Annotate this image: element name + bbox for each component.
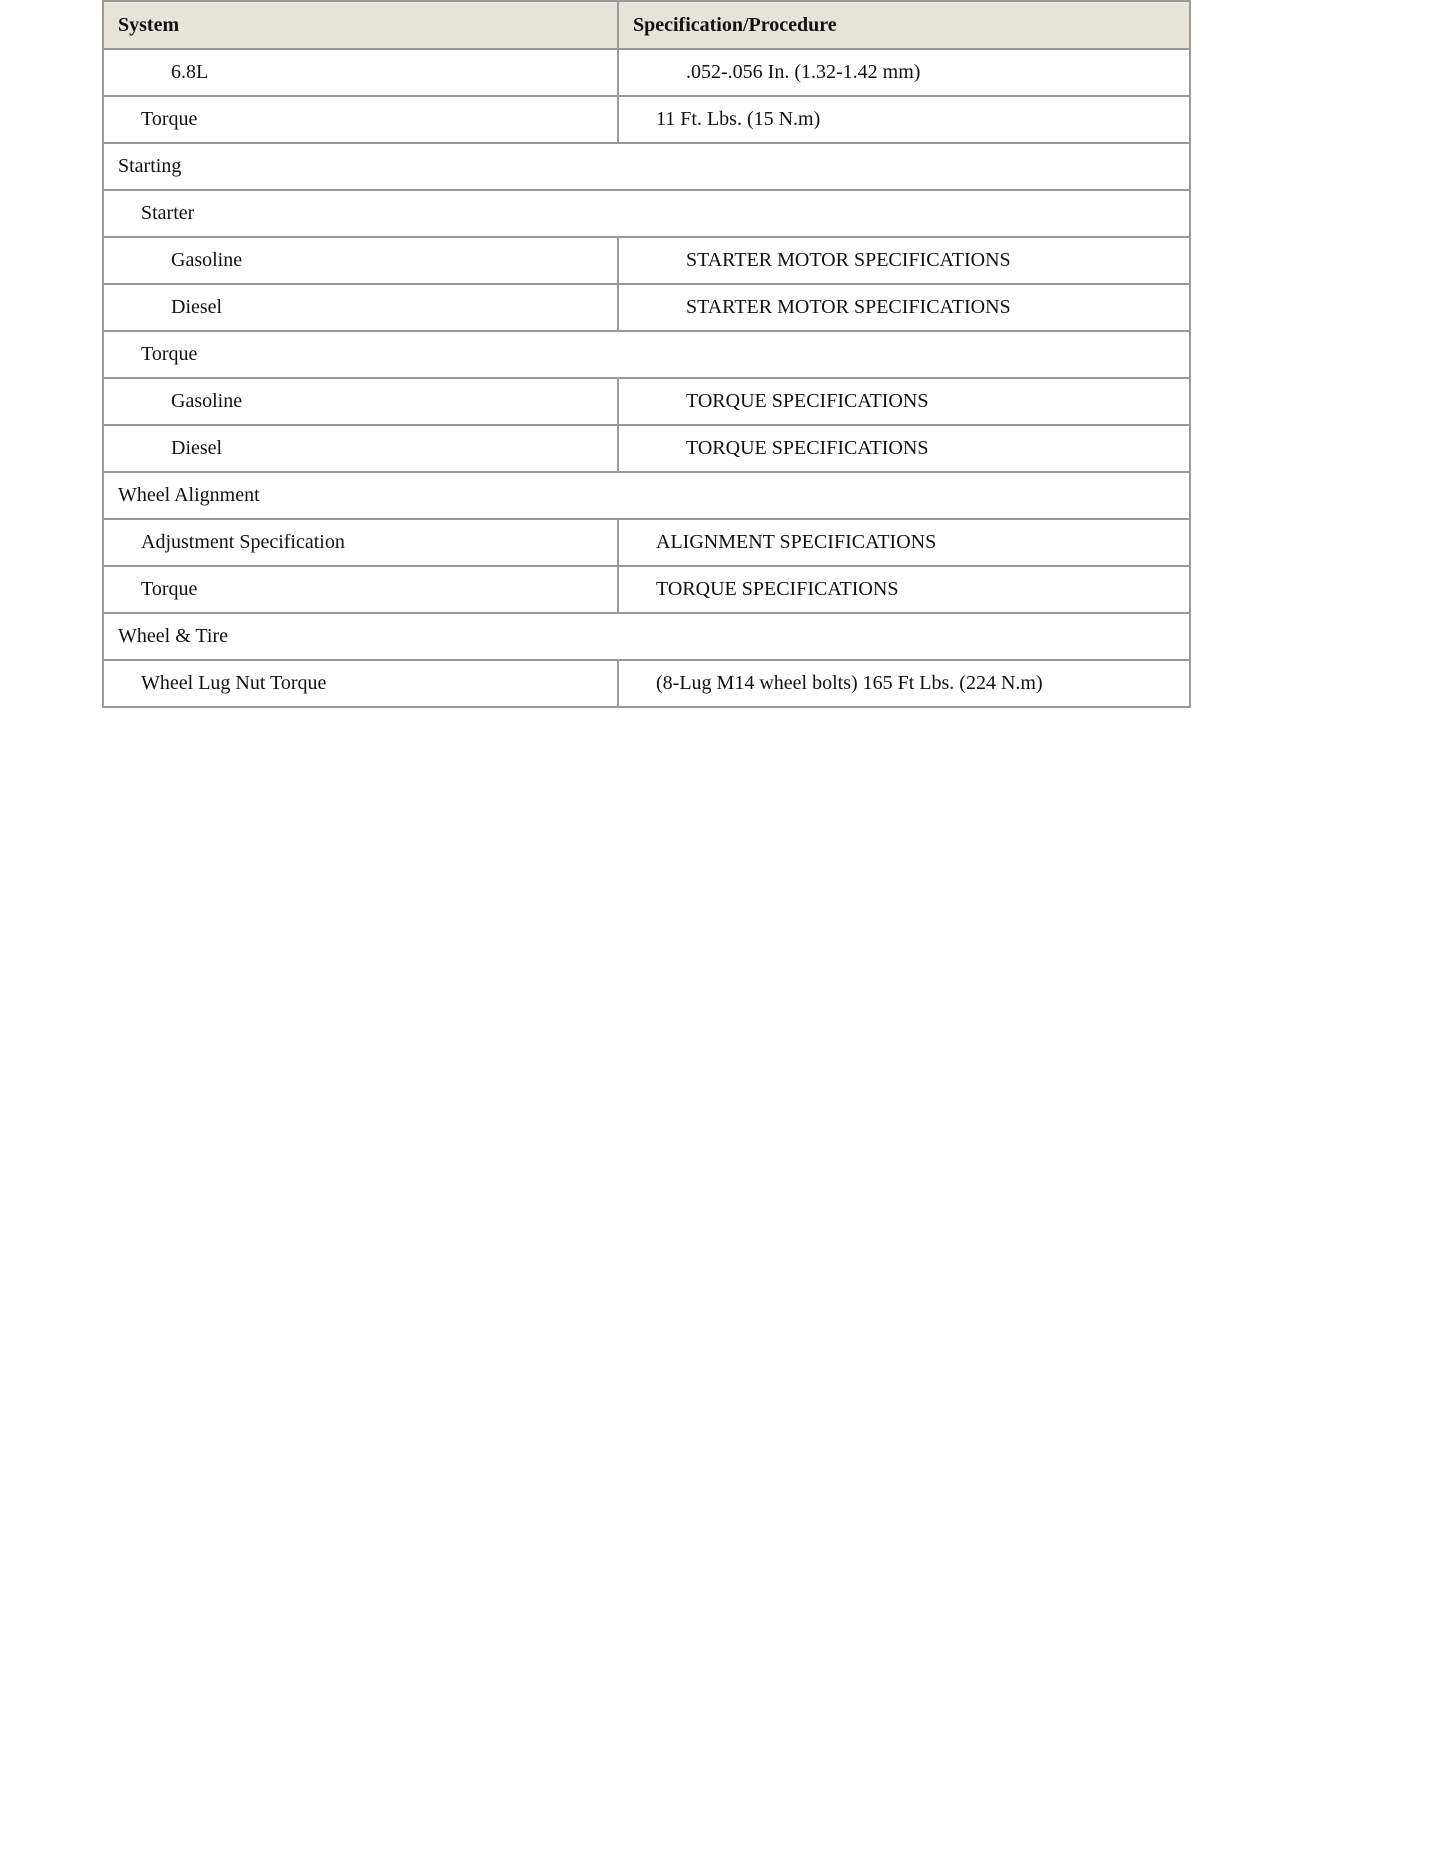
spec-cell: TORQUE SPECIFICATIONS: [618, 425, 1190, 472]
system-cell: Diesel: [103, 284, 618, 331]
spec-cell: ALIGNMENT SPECIFICATIONS: [618, 519, 1190, 566]
section-cell: Wheel Alignment: [103, 472, 1190, 519]
subsection-cell: Torque: [103, 331, 1190, 378]
section-row: [103, 143, 1190, 190]
system-cell: Diesel: [103, 425, 618, 472]
table-row: [103, 425, 1190, 472]
spec-cell: TORQUE SPECIFICATIONS: [618, 378, 1190, 425]
table-row: [103, 284, 1190, 331]
section-cell: Starting: [103, 143, 1190, 190]
specifications-table: [102, 0, 1191, 708]
table-row: [103, 519, 1190, 566]
spec-cell: 11 Ft. Lbs. (15 N.m): [618, 96, 1190, 143]
system-cell: Gasoline: [103, 378, 618, 425]
table-header-row: [103, 1, 1190, 49]
system-cell: Gasoline: [103, 237, 618, 284]
table-row: [103, 49, 1190, 96]
section-row: [103, 472, 1190, 519]
spec-cell: (8-Lug M14 wheel bolts) 165 Ft Lbs. (224 N.m): [618, 660, 1190, 707]
system-cell: Torque: [103, 96, 618, 143]
system-cell: Wheel Lug Nut Torque: [103, 660, 618, 707]
header-specification: Specification/Procedure: [618, 1, 1190, 49]
section-cell: Wheel & Tire: [103, 613, 1190, 660]
system-cell: Torque: [103, 566, 618, 613]
section-row: [103, 190, 1190, 237]
spec-cell: STARTER MOTOR SPECIFICATIONS: [618, 237, 1190, 284]
table-row: [103, 96, 1190, 143]
system-cell: Adjustment Specification: [103, 519, 618, 566]
spec-cell: STARTER MOTOR SPECIFICATIONS: [618, 284, 1190, 331]
table-row: [103, 660, 1190, 707]
table-row: [103, 237, 1190, 284]
header-system: System: [103, 1, 618, 49]
spec-cell: .052-.056 In. (1.32-1.42 mm): [618, 49, 1190, 96]
section-row: [103, 613, 1190, 660]
spec-cell: TORQUE SPECIFICATIONS: [618, 566, 1190, 613]
system-cell: 6.8L: [103, 49, 618, 96]
subsection-cell: Starter: [103, 190, 1190, 237]
table-row: [103, 566, 1190, 613]
section-row: [103, 331, 1190, 378]
table-row: [103, 378, 1190, 425]
